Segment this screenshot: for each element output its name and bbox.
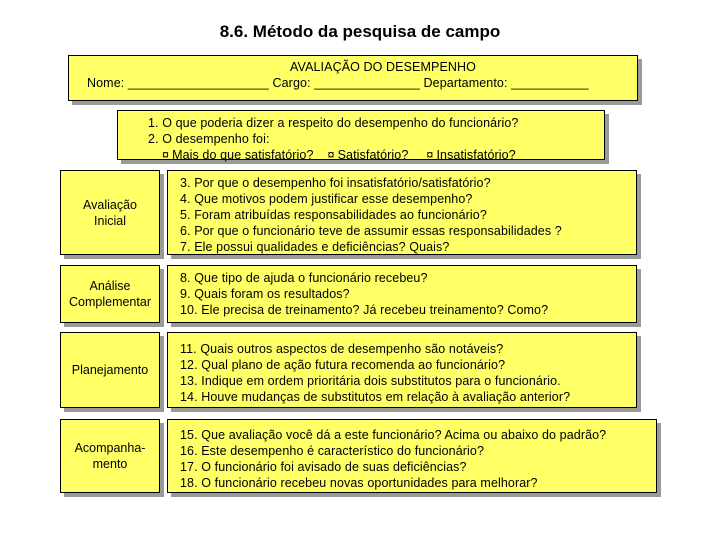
question-3: 3. Por que o desempenho foi insatisfatório/satisfatório?: [180, 176, 491, 190]
form-heading: AVALIAÇÃO DO DESEMPENHO: [290, 60, 476, 74]
performance-options: [148, 147, 604, 163]
currency-sign-icon: ¤: [426, 148, 434, 162]
section-label-box: [60, 332, 160, 408]
question-18: 18. O funcionário recebeu novas oportunidades para melhorar?: [180, 476, 538, 490]
question-6: 6. Por que o funcionário teve de assumir essas responsabilidades ?: [180, 224, 562, 238]
section-label-box: [60, 265, 160, 323]
option-more-than-satisfactory: ¤ Mais do que satisfatório?: [162, 148, 314, 162]
question-14: 14. Houve mudanças de substitutos em relação à avaliação anterior?: [180, 390, 571, 404]
question-12: 12. Qual plano de ação futura recomenda ao funcionário?: [180, 358, 506, 372]
question-10: 10. Ele precisa de treinamento? Já recebeu treinamento? Como?: [180, 303, 549, 317]
question-2: 2. O desempenho foi:: [148, 132, 270, 146]
question-8: 8. Que tipo de ajuda o funcionário recebeu?: [180, 271, 428, 285]
section-label-initial: Avaliação Inicial: [83, 197, 137, 228]
question-16: 16. Este desempenho é característico do funcionário?: [180, 444, 484, 458]
intro-questions-box: [117, 110, 605, 160]
question-17: 17. O funcionário foi avisado de suas deficiências?: [180, 460, 467, 474]
performance-header-box: [68, 55, 638, 101]
question-15: 15. Que avaliação você dá a este funcionário? Acima ou abaixo do padrão?: [180, 428, 607, 442]
currency-sign-icon: ¤: [162, 148, 170, 162]
page-title: 8.6. Método da pesquisa de campo: [219, 22, 501, 41]
question-13: 13. Indique em ordem prioritária dois substitutos para o funcionário.: [180, 374, 561, 388]
question-7: 7. Ele possui qualidades e deficiências? Quais?: [180, 240, 450, 254]
option-satisfactory: ¤ Satisfatório?: [327, 148, 409, 162]
question-1: 1. O que poderia dizer a respeito do desempenho do funcionário?: [148, 116, 519, 130]
question-5: 5. Foram atribuídas responsabilidades ao funcionário?: [180, 208, 487, 222]
section-questions-box: [167, 265, 637, 323]
section-questions-box: [167, 170, 637, 255]
section-label-box: [60, 419, 160, 493]
currency-sign-icon: ¤: [327, 148, 335, 162]
section-label-follow-up: Acompanha- mento: [74, 441, 146, 471]
section-label-box: [60, 170, 160, 255]
question-9: 9. Quais foram os resultados?: [180, 287, 350, 301]
section-label-planning: Planejamento: [71, 363, 149, 377]
section-questions-box: [167, 332, 637, 408]
question-11: 11. Quais outros aspectos de desempenho são notáveis?: [180, 342, 504, 356]
section-label-complementary: Análise Complementar: [69, 279, 151, 309]
option-unsatisfactory: ¤ Insatisfatório?: [426, 148, 516, 162]
section-questions-box: [167, 419, 657, 493]
employee-fields: Nome: ____________________ Cargo: _______________ Departamento: ___________: [87, 76, 589, 90]
question-4: 4. Que motivos podem justificar esse desempenho?: [180, 192, 473, 206]
